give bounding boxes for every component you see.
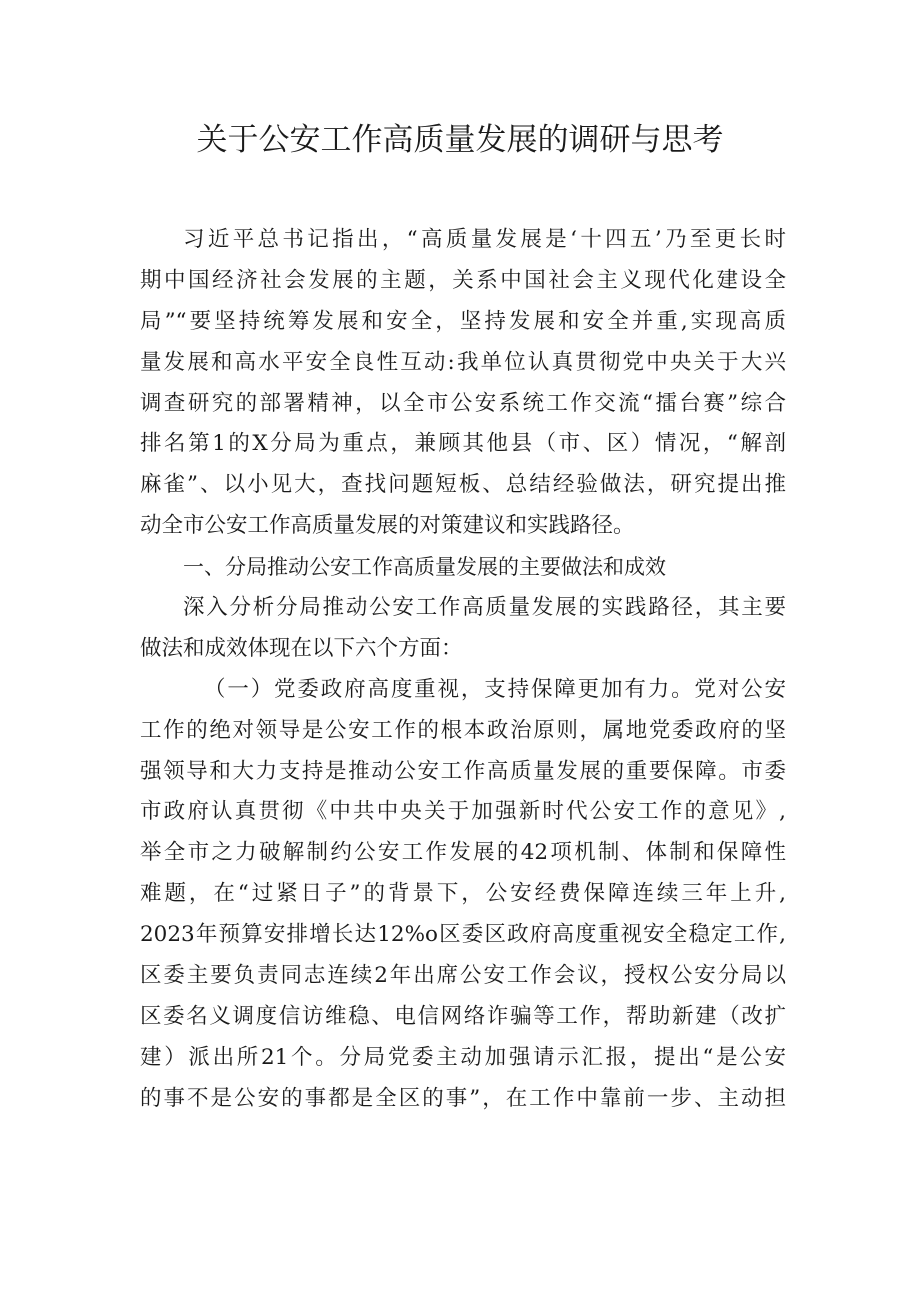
text-line: 排名第1的X分局为重点，兼顾其他县（市、区）情况，“解剖: [140, 431, 786, 457]
text-line: 举全市之力破解制约公安工作发展的42项机制、体制和保障性: [140, 840, 786, 866]
text-line: 期中国经济社会发展的主题，关系中国社会主义现代化建设全: [140, 267, 786, 293]
text-line: 做法和成效体现在以下六个方面：: [140, 635, 463, 661]
paragraph-point-one: [140, 670, 786, 1120]
document-title: 关于公安工作高质量发展的调研与思考: [196, 122, 724, 158]
paragraph-summary: [140, 588, 786, 670]
text-line: 量发展和高水平安全良性互动:我单位认真贯彻党中央关于大兴: [140, 349, 786, 375]
text-line: 建）派出所21个。分局党委主动加强请示汇报，提出“是公安: [140, 1044, 786, 1070]
text-line: 工作的绝对领导是公安工作的根本政治原则，属地党委政府的坚: [140, 717, 786, 743]
text-line: 区委名义调度信访维稳、电信网络诈骗等工作，帮助新建（改扩: [140, 1003, 786, 1029]
text-line: 的事不是公安的事都是全区的事”，在工作中靠前一步、主动担: [140, 1085, 786, 1111]
text-line: 麻雀”、以小见大，查找问题短板、总结经验做法，研究提出推: [140, 472, 786, 498]
text-line: 难题，在“过紧日子”的背景下，公安经费保障连续三年上升,: [140, 881, 786, 907]
text-line: 区委主要负责同志连续2年出席公安工作会议，授权公安分局以: [140, 963, 786, 989]
paragraph-intro: [140, 220, 786, 547]
text-line: 深入分析分局推动公安工作高质量发展的实践路径，其主要: [183, 595, 786, 621]
text-line: 2023年预算安排增长达12%o区委区政府高度重视安全稳定工作,: [140, 922, 786, 948]
document-body: [140, 220, 786, 1120]
text-line: 习近平总书记指出，“高质量发展是‘十四五’乃至更长时: [183, 227, 786, 252]
text-line: （一）党委政府高度重视，支持保障更加有力。党对公安: [204, 676, 786, 702]
section-heading: 一、分局推动公安工作高质量发展的主要做法和成效: [183, 555, 666, 580]
text-line: 市政府认真贯彻《中共中央关于加强新时代公安工作的意见》,: [140, 799, 786, 825]
text-line: 强领导和大力支持是推动公安工作高质量发展的重要保障。市委: [140, 758, 786, 784]
text-line: 动全市公安工作高质量发展的对策建议和实践路径。: [140, 513, 635, 539]
text-line: 调查研究的部署精神，以全市公安系统工作交流“擂台赛”综合: [140, 390, 786, 416]
text-line: 局”“要坚持统筹发展和安全，坚持发展和安全并重,实现高质: [140, 308, 786, 334]
